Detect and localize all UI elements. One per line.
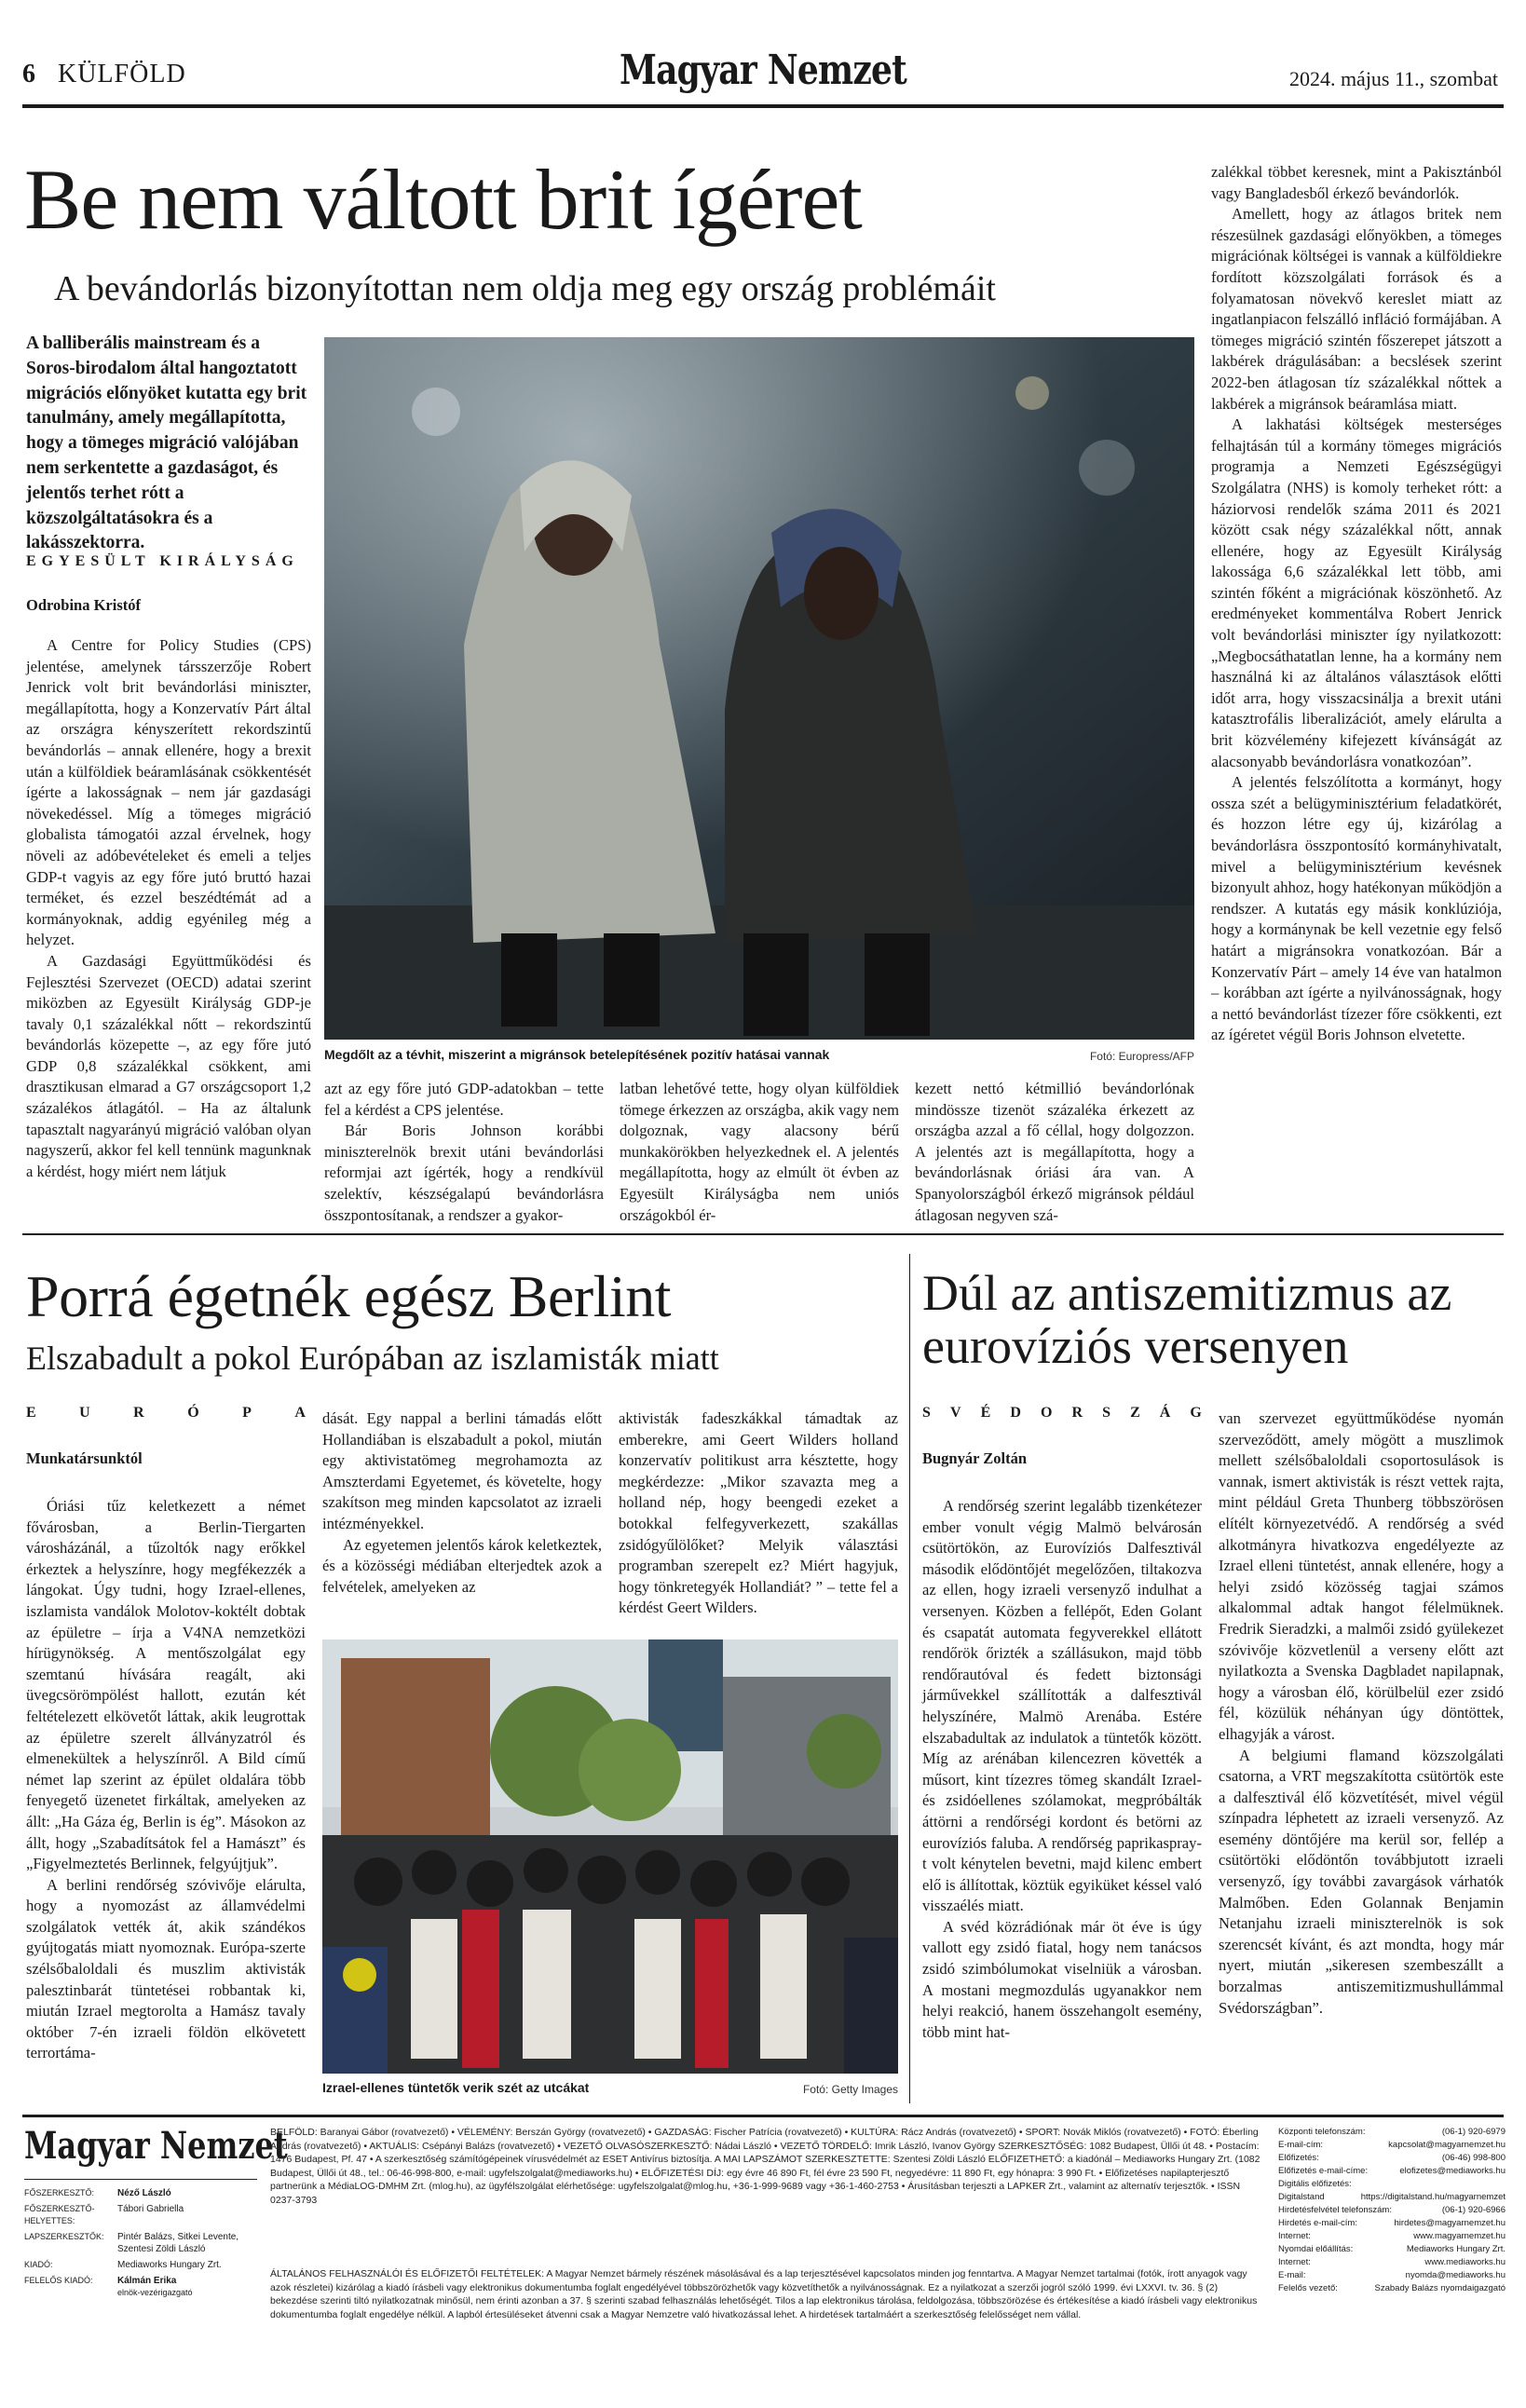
- kicker-letter: O: [1040, 1405, 1053, 1421]
- kicker-letter: D: [1010, 1405, 1021, 1421]
- contact-value: https://digitalstand.hu/magyarnemzet: [1360, 2192, 1506, 2202]
- contact-row: [1278, 2152, 1506, 2165]
- column-divider: [909, 1254, 910, 2103]
- contact-row: [1278, 2282, 1506, 2295]
- footer-rule: [22, 2115, 1504, 2117]
- contact-label: Központi telefonszám:: [1278, 2127, 1366, 2137]
- contact-label: Felelős vezető:: [1278, 2283, 1338, 2293]
- article2-photo: [322, 1639, 898, 2074]
- staff-row: [24, 2231, 257, 2255]
- staff-row: [24, 2187, 257, 2199]
- kicker-letter: S: [922, 1405, 931, 1421]
- contact-value: www.magyarnemzet.hu: [1413, 2231, 1506, 2241]
- article3-col2: [1219, 1408, 1504, 2019]
- kicker-letter: G: [1190, 1405, 1202, 1421]
- paragraph: A lakhatási költségek mesterséges felhajtásán túl a kormány tömeges migrációs programja a Nemzeti Egészségügyi Szolgálatra (NHS) is komoly terheket rótt: a háziorvosi rendelők száma 2011 és 2021 között csak négy százalékkal nőtt, annak ellenére, hogy az Egyesült Királyság lakossága 6,6 százalékkal lett több, ami szintén főként a migrációnak köszönhető. Az eredményeket kommentálva Robert Jenrick volt bevándorlási miniszter így nyilatkozott: „Megbocsáthatatlan lenne, ha a kormány nem használná ki az általános választások előtti időt arra, hogy visszacsinálja a brexit utáni katasztrofális liberalizációt, amely elárulta a brit közvélemény kifejezett kívánságát az alacsonyabb bevándorlásra vonatkozóan”.: [1211, 415, 1502, 770]
- article1-title: Be nem váltott brit ígéret: [24, 152, 862, 247]
- article1-photo: [324, 337, 1194, 1040]
- article1-col3: [620, 1079, 899, 1226]
- terms-notice: ÁLTALÁNOS FELHASZNÁLÓI ÉS ELŐFIZETŐI FELTÉTELEK: A Magyar Nemzet bármely részének másolásával és a lap terjesztésével kapcsolatos minden jog fenntartva. A Magyar Nemzet tartalmai (fotók, írott anyagok vagy azok részletei) kizárólag a kiadó írásbeli vagy elektronikus dokumentumba foglalt engedélyével többszörözhetők vagy közvetíthetők a nyilvánosságnak. Ez a nyilatkozat a szerzői jogról szóló 1999. évi LXXVI. tv. 36. § (2) bekezdése szerinti tiltó nyilatkozatnak minősül, nem érinti azonban a 37. § szerinti szabad felhasználás lehetőségét. Tilos a lap elektronikus tárolása, feldolgozása, többszörözése és értékesítése a kiadó írásbeli vagy elektronikus dokumentumba foglalt engedélye nélkül. A lapból értesüléseket átvenni csak a Magyar Nemzetre való hivatkozással lehet. A hirdetések tartalmáért a szerkesztőség felelősséget nem vállal.: [270, 2268, 1258, 2320]
- article3-title: Dúl az antiszemitizmus az eurovíziós versenyen: [922, 1265, 1452, 1374]
- staff-key: FŐSZERKESZTŐ:: [24, 2188, 95, 2197]
- contact-box: [1278, 2126, 1506, 2295]
- staff-value: Tábori Gabriella: [117, 2204, 184, 2214]
- paragraph: A Centre for Policy Studies (CPS) jelentése, amelynek társszerzője Robert Jenrick volt brit bevándorlási miniszter, megállapította, hogy a Konzervatív Párt által az országra kényszerített rekordszintű bevándorlás – annak ellenére, hogy a brexit után a külföldiek beáramlásának csökkentését ígérte a lakosságnak – nem jár gazdasági növekedéssel. Míg a tömeges migráció globalista támogatói azzal érvelnek, hogy növeli az adóbevételeket és emeli a teljes GDP-t vagyis az egy főre jutó bruttó hazai terméket, és ezzel beszédtémát ad a kormányoknak, addig egyénileg még a helyzet.: [26, 636, 311, 949]
- kicker-letter: R: [133, 1405, 144, 1421]
- publisher-title: elnök-vezérigazgató: [117, 2288, 193, 2297]
- contact-value: Mediaworks Hungary Zrt.: [1406, 2244, 1506, 2254]
- contact-row: [1278, 2256, 1506, 2269]
- kicker-letter: Ó: [187, 1405, 199, 1421]
- paragraph: A jelentés felszólította a kormányt, hogy ossza szét a belügyminisztérium feladatkörét, és hozzon létre egy új, kizárólag a bevándorlásra összpontosító kormányhivatalt, mivel a belügyminisztérium kevésnek bizonyult ahhoz, hogy hatékonyan működjön a rendszer. A kutatás egy másik konklúziója, hogy a kormánynak be kell vezetnie egy felső határt a migránsokra vonatkozóan. Bár a Konzervatív Párt – amely 14 éve van hatalmon – korábban azt ígérte a nyilvánosságnak, hogy a nettó bevándorlást tízezer főre csökkenti, ezt az ígéretet végül Boris Johnson elvetette.: [1211, 773, 1502, 1044]
- article1-kicker: EGYESÜLT KIRÁLYSÁG: [26, 553, 299, 569]
- contact-row: [1278, 2243, 1506, 2256]
- contact-value: kapcsolat@magyarnemzet.hu: [1388, 2140, 1506, 2150]
- contact-value: elofizetes@mediaworks.hu: [1399, 2166, 1506, 2176]
- contact-row: [1278, 2230, 1506, 2243]
- contact-label: Előfizetés e-mail-címe:: [1278, 2166, 1369, 2176]
- contact-row: [1278, 2204, 1506, 2217]
- paragraph: A Gazdasági Együttműködési és Fejlesztési Szervezet (OECD) adatai szerint miközben az Egyesült Királyság GDP-je tavaly 0,1 százalékkal nőtt – rekordszintű bevándorlás közepette –, az egy főre jutó GDP 0,8 százalékkal csökkent, ami drasztikusan elmarad a G7 országcsoport 1,2 százalékos átlagától. – Ha az általunk tapasztalt nagyarányú migráció valóban olyan nagyszerű, akkor fel kell tennünk magunknak a kérdést, hogy miért nem látjuk: [26, 951, 311, 1180]
- contact-row: [1278, 2126, 1506, 2139]
- staff-value: Pintér Balázs, Sitkei Levente, Szentesi Zöldi László: [117, 2232, 239, 2254]
- kicker-letter: S: [1102, 1405, 1110, 1421]
- contact-label: Internet:: [1278, 2257, 1311, 2267]
- article3-byline: Bugnyár Zoltán: [922, 1449, 1028, 1467]
- publisher-name: Kálmán Erika: [117, 2276, 177, 2286]
- staff-row: [24, 2203, 257, 2227]
- contact-label: E-mail:: [1278, 2270, 1306, 2280]
- kicker-letter: P: [242, 1405, 252, 1421]
- article2-subtitle: Elszabadult a pokol Európában az iszlamisták miatt: [26, 1340, 719, 1377]
- kicker-letter: R: [1071, 1405, 1083, 1421]
- article2-kicker: [26, 1405, 306, 1422]
- contact-label: Nyomdai előállítás:: [1278, 2244, 1354, 2254]
- header-rule: [22, 104, 1504, 108]
- contact-row: [1278, 2178, 1506, 2191]
- staff-key: FŐSZERKESZTŐ-HELYETTES:: [24, 2204, 95, 2225]
- contact-row: [1278, 2191, 1506, 2204]
- article3-kicker: [922, 1405, 1202, 1422]
- paragraph: A berlini rendőrség szóvivője elárulta, hogy a nyomozást az államvédelmi szolgálatok vették át, akik szándékos gyújtogatás miatt nyomoznak. Európa-szerte szélsőbaloldali és muszlim aktivisták palesztinbarát tüntetései robbantak ki, miután Izrael megtorolta a Hamász tavaly október 7-én izraeli földön elkövetett terrortáma-: [26, 1875, 306, 2062]
- staff-list: [24, 2179, 257, 2299]
- section-divider: [22, 1233, 1504, 1235]
- article1-subtitle: A bevándorlás bizonyítottan nem oldja meg egy ország problémáit: [54, 269, 996, 308]
- staff-key: KIADÓ:: [24, 2260, 53, 2269]
- protest-photo-illustration: [322, 1639, 898, 2074]
- migrants-photo-illustration: [324, 337, 1194, 1040]
- contact-value: nyomda@mediaworks.hu: [1405, 2270, 1506, 2280]
- contact-label: Hirdetés e-mail-cím:: [1278, 2218, 1357, 2228]
- staff-row: [24, 2259, 257, 2271]
- paragraph: van szervezet együttműködése nyomán szerveződött, amely mögött a muszlimok mellett szélsőbaloldali csoportosulások is vannak, ismert aktivisták is részt vettek rajta, mint például Greta Thunberg többszörösen elítélt környezetvédő. A rendőrség a svéd alkotmányra hivatkozva engedélyezte az Izrael elleni tüntetést, annak ellenére, hogy a helyi zsidó közösség tagjai számos alkalommal adtak hangot félelmüknek. Fredrik Sieradzki, a malmői zsidó gyülekezet szóvivője közvetlenül a verseny előtt azt nyilatkozta a Svenska Dagbladet napilapnak, hogy a városban élő, körülbelül ezer zsidó fél, közülük néhányan úgy döntöttek, elhagyják a várost.: [1219, 1409, 1504, 1743]
- footer-staff-box: [24, 2124, 288, 2303]
- kicker-letter: E: [26, 1405, 36, 1421]
- contact-value: (06-1) 920-6979: [1441, 2127, 1506, 2137]
- contact-row: [1278, 2269, 1506, 2282]
- kicker-letter: A: [294, 1405, 306, 1421]
- article1-col2: [324, 1079, 604, 1226]
- paragraph: latban lehetővé tette, hogy olyan külföldiek tömege érkezzen az országba, akik vagy nem dolgoznak, vagy alacsony bérű munkakörökben helyezkednek el. A jelentés megállapította, hogy az elmúlt öt évben az Egyesült Királyságba nem uniós országokból ér-: [620, 1080, 899, 1224]
- paragraph: aktivisták fadeszkákkal támadtak az emberekre, ami Geert Wilders holland konzervatív politikust arra késztette, hogy megkérdezze: „Mikor szavazta meg a holland nép, hogy beengedi ezeket a botokkal felfegyverkezett, szakállas zsidógyűlölőket? Melyik választási programban szerepelt ez? Miért hagyjuk, hogy tönkretegyék Hollandiát? ” – tette fel a kérdést Geert Wilders.: [619, 1409, 898, 1617]
- kicker-letter: V: [949, 1405, 961, 1421]
- staff-value: Néző László: [117, 2188, 171, 2198]
- paragraph: dását. Egy nappal a berlini támadás előtt Hollandiában is elszabadult a pokol, miután egy aktivistatömeg megrohamozta az Amszterdami Egyetemet, és követelte, hogy szakítson meg minden kapcsolatot az izraeli intézményekkel.: [322, 1409, 602, 1532]
- masthead-logo: Magyar Nemzet: [619, 47, 907, 94]
- contact-label: Hirdetésfelvétel telefonszám:: [1278, 2205, 1392, 2215]
- article2-byline: Munkatársunktól: [26, 1449, 143, 1467]
- kicker-letter: É: [980, 1405, 991, 1421]
- contact-value: (06-1) 920-6966: [1441, 2205, 1506, 2215]
- article2-col2: [322, 1408, 602, 1598]
- staff-key: LAPSZERKESZTŐK:: [24, 2232, 104, 2241]
- paragraph: kezett nettó kétmillió bevándorlónak mindössze tizenöt százaléka érkezett az országba azzal a fő céllal, hogy dolgozzon. A jelentés azt is megállapította, hogy a bevándorlásnak óriási ára van. A Spanyolországból érkező migránsok például átlagosan negyven szá-: [915, 1080, 1194, 1224]
- page-number: 6: [22, 60, 35, 88]
- article1-photo-credit: Fotó: Europress/AFP: [1089, 1050, 1194, 1063]
- contact-value: www.mediaworks.hu: [1424, 2257, 1506, 2267]
- staff-row: [24, 2275, 257, 2299]
- contact-label: Előfizetés:: [1278, 2153, 1319, 2163]
- contact-row: [1278, 2217, 1506, 2230]
- article2-photo-caption: Izrael-ellenes tüntetők verik szét az utcákat: [322, 2080, 590, 2095]
- article1-lead: A balliberális mainstream és a Soros-birodalom által hangoztatott migrációs előnyöket kutatta egy brit tanulmány, amely megállapította, hogy a tömeges migráció valójában nem serkentette a gazdaságot, és jelentős terhet rótt a közszolgáltatásokra és a lakásszektorra.: [26, 333, 307, 553]
- kicker-letter: U: [79, 1405, 90, 1421]
- article3-col1: [922, 1496, 1202, 2043]
- contact-label: Digitalstand: [1278, 2192, 1325, 2202]
- contact-value: hirdetes@magyarnemzet.hu: [1394, 2218, 1506, 2228]
- paragraph: A belgiumi flamand közszolgálati csatorna, a VRT megszakította csütörtök este a dalfesztivál élő közvetítését, mivel végül színpadra léphetett az izraeli versenyző. Az esemény döntőjére ma kerül sor, fellép a csütörtöki elődöntőn továbbjutott izraeli versenyző, így további zavargások várhatók Malmőben. Eden Golannak Benjamin Netanjahu izraeli miniszterelnök is sok szerencsét kívánt, és azt mondta, hogy már nyert, miután „sikeresen szembeszállt a borzalmas antiszemitizmushullámmal Svédországban”.: [1219, 1746, 1504, 2017]
- staff-value: Mediaworks Hungary Zrt.: [117, 2260, 222, 2270]
- paragraph: Bár Boris Johnson korábbi miniszterelnök brexit utáni bevándorlási reformjai azt ígérték, hogy a rendkívül szelektív, készségalapú bevándorlásra összpontosítanak, a rendszer a gyakor-: [324, 1122, 604, 1224]
- article2-title: Porrá égetnék egész Berlint: [26, 1263, 671, 1329]
- staff-key: FELELŐS KIADÓ:: [24, 2276, 93, 2285]
- issue-date: 2024. május 11., szombat: [1288, 67, 1498, 90]
- article2-photo-credit: Fotó: Getty Images: [802, 2083, 898, 2096]
- section-name: KÜLFÖLD: [58, 60, 186, 88]
- paragraph: Az egyetemen jelentős károk keletkeztek, és a közösségi médiában elterjedtek azok a felvételek, amelyeken az: [322, 1535, 602, 1596]
- article1-col1: [26, 635, 311, 1182]
- contact-label: Internet:: [1278, 2231, 1311, 2241]
- contact-row: [1278, 2165, 1506, 2178]
- paragraph: A svéd közrádiónak már öt éve is úgy vallott egy zsidó fiatal, hogy nem tanácsos zsidó szimbólumokat viselniük a városban. A mostani megmozdulás ugyanakkor nem helyi reakció, hanem összehangolt esemény, több mint hat-: [922, 1917, 1202, 2041]
- article1-byline: Odrobina Kristóf: [26, 596, 142, 614]
- contact-label: Digitális előfizetés:: [1278, 2179, 1352, 2189]
- contact-value: Szabady Balázs nyomdaigazgató: [1374, 2283, 1506, 2293]
- kicker-letter: Á: [1159, 1405, 1171, 1421]
- article2-col1: [26, 1496, 306, 2064]
- contact-label: E-mail-cím:: [1278, 2140, 1324, 2150]
- article1-photo-caption: Megdőlt az a tévhit, miszerint a migránsok betelepítésének pozitív hatásai vannak: [324, 1047, 830, 1062]
- contact-value: (06-46) 998-800: [1441, 2153, 1506, 2163]
- paragraph: Amellett, hogy az átlagos britek nem részesülnek gazdasági előnyökben, a tömeges migrációnak költségei is vannak a külföldiekre fordított közszolgálati források és a folyamatosan növekvő kereslet miatt az ingatlanpiacon felszálló infláció formájában. A tömeges migráció szintén főszerepet játszott a lakbérek drágulásában: a becslések szerint 2022-ben átlagosan tíz százalékkal nőttek a lakbérek a migránsok beáramlása miatt.: [1211, 205, 1502, 413]
- article1-col5: [1211, 162, 1502, 1046]
- paragraph: azt az egy főre jutó GDP-adatokban – tette fel a kérdést a CPS jelentése.: [324, 1080, 604, 1119]
- paragraph: zalékkal többet keresnek, mint a Pakisztánból vagy Bangladesből érkező bevándorlók.: [1211, 163, 1502, 202]
- paragraph: Óriási tűz keletkezett a német fővárosban, a Berlin-Tiergarten városházánál, a tűzoltók nagy erőkkel érkeztek a helyszínre, hogy megfékezzék a lángokat. Úgy tudni, hogy Izrael-ellenes, iszlamista vandálok Molotov-koktélt dobtak az épületre – írja a V4NA nemzetközi hírügynökség. A mentőszolgálat egy szemtanú hívására reagált, aki üvegcsörömpölést hallott, ezután két feltételezett elkövetőt láttak, akik leugrottak az épületre szerelt állványzatról és elmenekültek a helyszínről. A Bild című német lap szerint az épület oldalára több fenyegető üzenetet firkáltak, amelyeken az állt: „Ha Gáza ég, Berlin is ég”. Másokon az állt, hogy „Szabadítsátok fel a Hamászt” és „Figyelmeztetés Berlinnek, felgyújtjuk”.: [26, 1497, 306, 1873]
- contact-row: [1278, 2139, 1506, 2152]
- article1-col4: [915, 1079, 1194, 1226]
- kicker-letter: Z: [1130, 1405, 1140, 1421]
- article2-col3: [619, 1408, 898, 1619]
- staff-value: [117, 2275, 257, 2299]
- impressum: BELFÖLD: Baranyai Gábor (rovatvezető) • VÉLEMÉNY: Berszán György (rovatvezető) • GAZDASÁG: Fischer Patrícia (rovatvezető) • KULTÚRA: Rácz András (rovatvezető) • SPORT: Novák Miklós (rovatvezető) • FOTÓ: Éberling András (rovatvezető) • AKTUÁLIS: Csépányi Balázs (rovatvezető) • VEZETŐ OLVASÓSZERKESZTŐ: Nádai László • VEZETŐ TÖRDELŐ: Imrik László, Ivanov György SZERKESZTŐSÉG: 1082 Budapest, Üllői út 48. • Postacím: 1476 Budapest, Pf. 47 • A szerkesztőség számítógépeinek vírusvédelmét az ESET Antivírus biztosítja. A MAI LAPSZÁMOT SZERKESZTETTE: Szentesi Zöldi László ELŐFIZETHETŐ: a kiadónál – Mediaworks Hungary Zrt. (1082 Budapest, Üllői út 48., tel.: 06-46-998-800, e-mail: ugyfelszolgalat@mediaworks.hu) • ELŐFIZETÉSI DÍJ: egy évre 46 890 Ft, fél évre 23 590 Ft, negyedévre: 11 890 Ft, egy hónapra: 3 990 Ft. • Előfizetéses napilapterjesztő partnerünk a MédiaLOG-DMHM Zrt. (mlog.hu), az ügyfélszolgálat elérhetősége: ugyfelszolgalat@mlog.hu, +36-1-999-9689 vagy +36-1-460-2753 • Árusításban terjeszti a LAPKER Zrt., valamint az alternatív terjesztők. • ISSN 0237-3793: [270, 2127, 1260, 2206]
- footer-masthead: Magyar Nemzet: [24, 2124, 288, 2168]
- paragraph: A rendőrség szerint legalább tizenkétezer ember vonult végig Malmö belvárosán csütörtökön, az Eurovíziós Dalfesztivál második elődöntőjét megelőzően, tiltakozva az ellen, hogy izraeli versenyző indulhat a versenyen. Közben a fellépőt, Eden Golant és csapatát automata fegyverekkel ellátott rendőrök őrizték a szállásukon, majd több rendőrautóval és fedett biztonsági járművekkel szállították a dalfesztivál helyszínére, Malmö Arenába. Estére elszabadultak az indulatok a tüntetők között. Míg az arénában kilencezren követték a műsort, kint tízezres tömeg skandált Izrael- és zsidóellenes szólamokat, megpróbálták áttörni a rendőrségi kordont és betörni az eurovíziós faluba. A rendőrség paprikaspray-t volt kénytelen bevetni, majd kilenc embert elő is állítottak, köztük egyiküket késsel való visszaélés miatt.: [922, 1497, 1202, 1915]
